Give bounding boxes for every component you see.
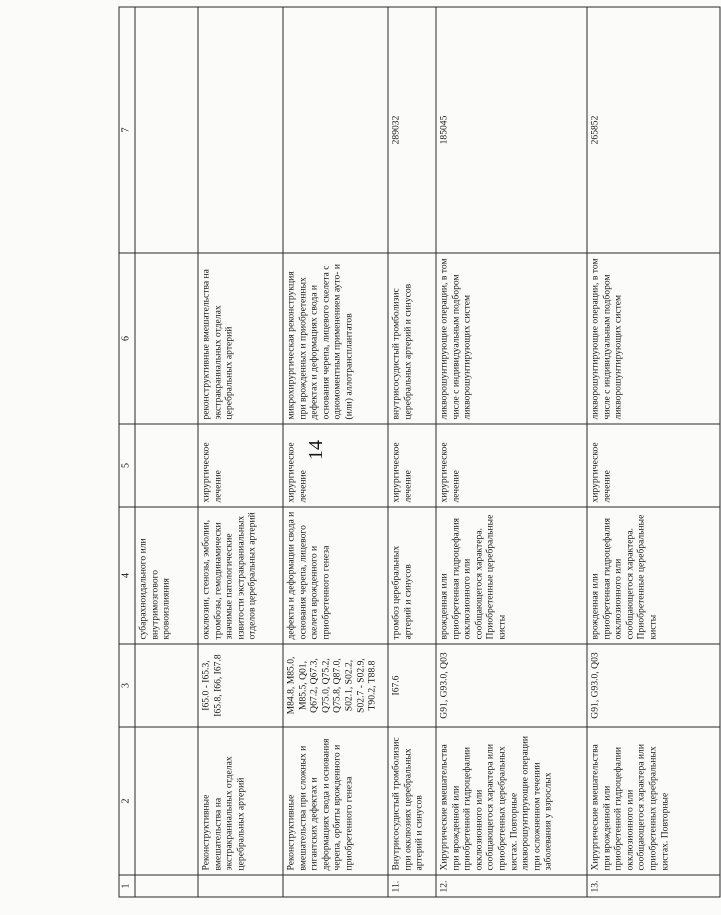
column-number: 3 — [119, 644, 135, 727]
care-type-cell: Хирургические вмешательства при врожденной или приобретенной гидроцефалии окклюзионного или сообщающегося характера или приобретенных церебральных кистах. Повторные — [587, 727, 720, 875]
table-row — [388, 7, 436, 897]
table-row — [436, 7, 587, 897]
row-number-cell — [198, 875, 283, 897]
rotated-page-content — [1, 0, 671, 915]
page-number: 14 — [305, 440, 327, 460]
treatment-method-cell: микрохирургическая реконструкция при врожденных и приобретенных дефектах и деформациях свода и основания черепа, лицевого скелета с одномоментным применением ауто- и (или) аллотрансплантатов — [283, 253, 388, 424]
patient-model-cell: врожденная или приобретенная гидроцефалия окклюзионного или сообщающегося характера. Приобретенные церебральные кисты — [436, 507, 587, 644]
row-number-cell — [283, 875, 388, 897]
table-row — [198, 7, 283, 897]
icd-codes-cell: G91, G93.0, Q03 — [587, 644, 720, 727]
care-type-cell: Хирургические вмешательства при врожденной или приобретенной гидроцефалии окклюзионного или сообщающегося характера или приобретенных церебральных кистах. Повторные ликворошунтирующие операции при осложненном течении заболевания у взрослых — [436, 727, 587, 875]
cost-cell: 289032 — [388, 7, 436, 253]
icd-codes-cell: G91, G93.0, Q03 — [436, 644, 587, 727]
table-row — [587, 7, 720, 897]
care-type-cell: Внутрисосудистый тромболизис при окклюзиях церебральных артерий и синусов — [388, 727, 436, 875]
row-number-cell: 13. — [587, 875, 720, 897]
medical-care-table — [119, 7, 721, 898]
treatment-type-cell: хирургическое лечение — [587, 424, 720, 507]
care-type-cell: Реконструктивные вмешательства при сложных и гигантских дефектах и деформациях свода и основания черепа, орбиты врожденного и приобретенного генеза — [283, 727, 388, 875]
column-number: 5 — [119, 424, 135, 507]
care-type-cell: Реконструктивные вмешательства на экстракраниальных отделах церебральных артерий — [198, 727, 283, 875]
column-number-row — [119, 7, 135, 897]
treatment-method-cell: реконструктивные вмешательства на экстракраниальных отделах церебральных артерий — [198, 253, 283, 424]
cost-cell — [283, 7, 388, 253]
row-number-cell: 11. — [388, 875, 436, 897]
row-number-cell: 12. — [436, 875, 587, 897]
table-row — [283, 7, 388, 897]
icd-codes-cell: M84.8, M85.0, M85.5, Q01, Q67.2, Q67.3, Q75.0, Q75.2, Q75.8, Q87.0, S02.1, S02.2, S02.7 - S02.9, T90.2, T88.8 — [283, 644, 388, 727]
column-number: 7 — [119, 7, 135, 253]
cost-cell: 265852 — [587, 7, 720, 253]
column-number: 2 — [119, 727, 135, 875]
column-number: 1 — [119, 875, 135, 897]
icd-codes-cell: I65.0 - I65.3, I65.8, I66, I67.8 — [198, 644, 283, 727]
cost-cell: 185045 — [436, 7, 587, 253]
column-number: 6 — [119, 253, 135, 424]
patient-model-cell: тромбоз церебральных артерий и синусов — [388, 507, 436, 644]
patient-model-cell: окклюзии, стенозы, эмболии, тромбозы, гемодинамически значимые патологические извитости экстракраниальных отделов церебральных артерий — [198, 507, 283, 644]
treatment-type-cell: хирургическое лечение — [283, 424, 388, 507]
model-cell: субарахноидального или внутримозгового кровоизлияния — [135, 507, 198, 644]
patient-model-cell: врожденная или приобретенная гидроцефалия окклюзионного или сообщающегося характера. Приобретенные церебральные кисты — [587, 507, 720, 644]
treatment-method-cell: ликворошунтирующие операции, в том числе с индивидуальным подбором ликворошунтирующих систем — [587, 253, 720, 424]
icd-codes-cell: I67.6 — [388, 644, 436, 727]
column-number: 4 — [119, 507, 135, 644]
treatment-method-cell: внутрисосудистый тромболизис церебральных артерий и синусов — [388, 253, 436, 424]
treatment-type-cell: хирургическое лечение — [436, 424, 587, 507]
treatment-method-cell: ликворошунтирующие операции, в том числе с индивидуальным подбором ликворошунтирующих систем — [436, 253, 587, 424]
cost-cell — [198, 7, 283, 253]
treatment-type-cell: хирургическое лечение — [388, 424, 436, 507]
patient-model-cell: дефекты и деформации свода и основания черепа, лицевого скелета врожденного и приобретенного генеза — [283, 507, 388, 644]
table-row-continuation — [135, 7, 198, 897]
treatment-type-cell: хирургическое лечение — [198, 424, 283, 507]
